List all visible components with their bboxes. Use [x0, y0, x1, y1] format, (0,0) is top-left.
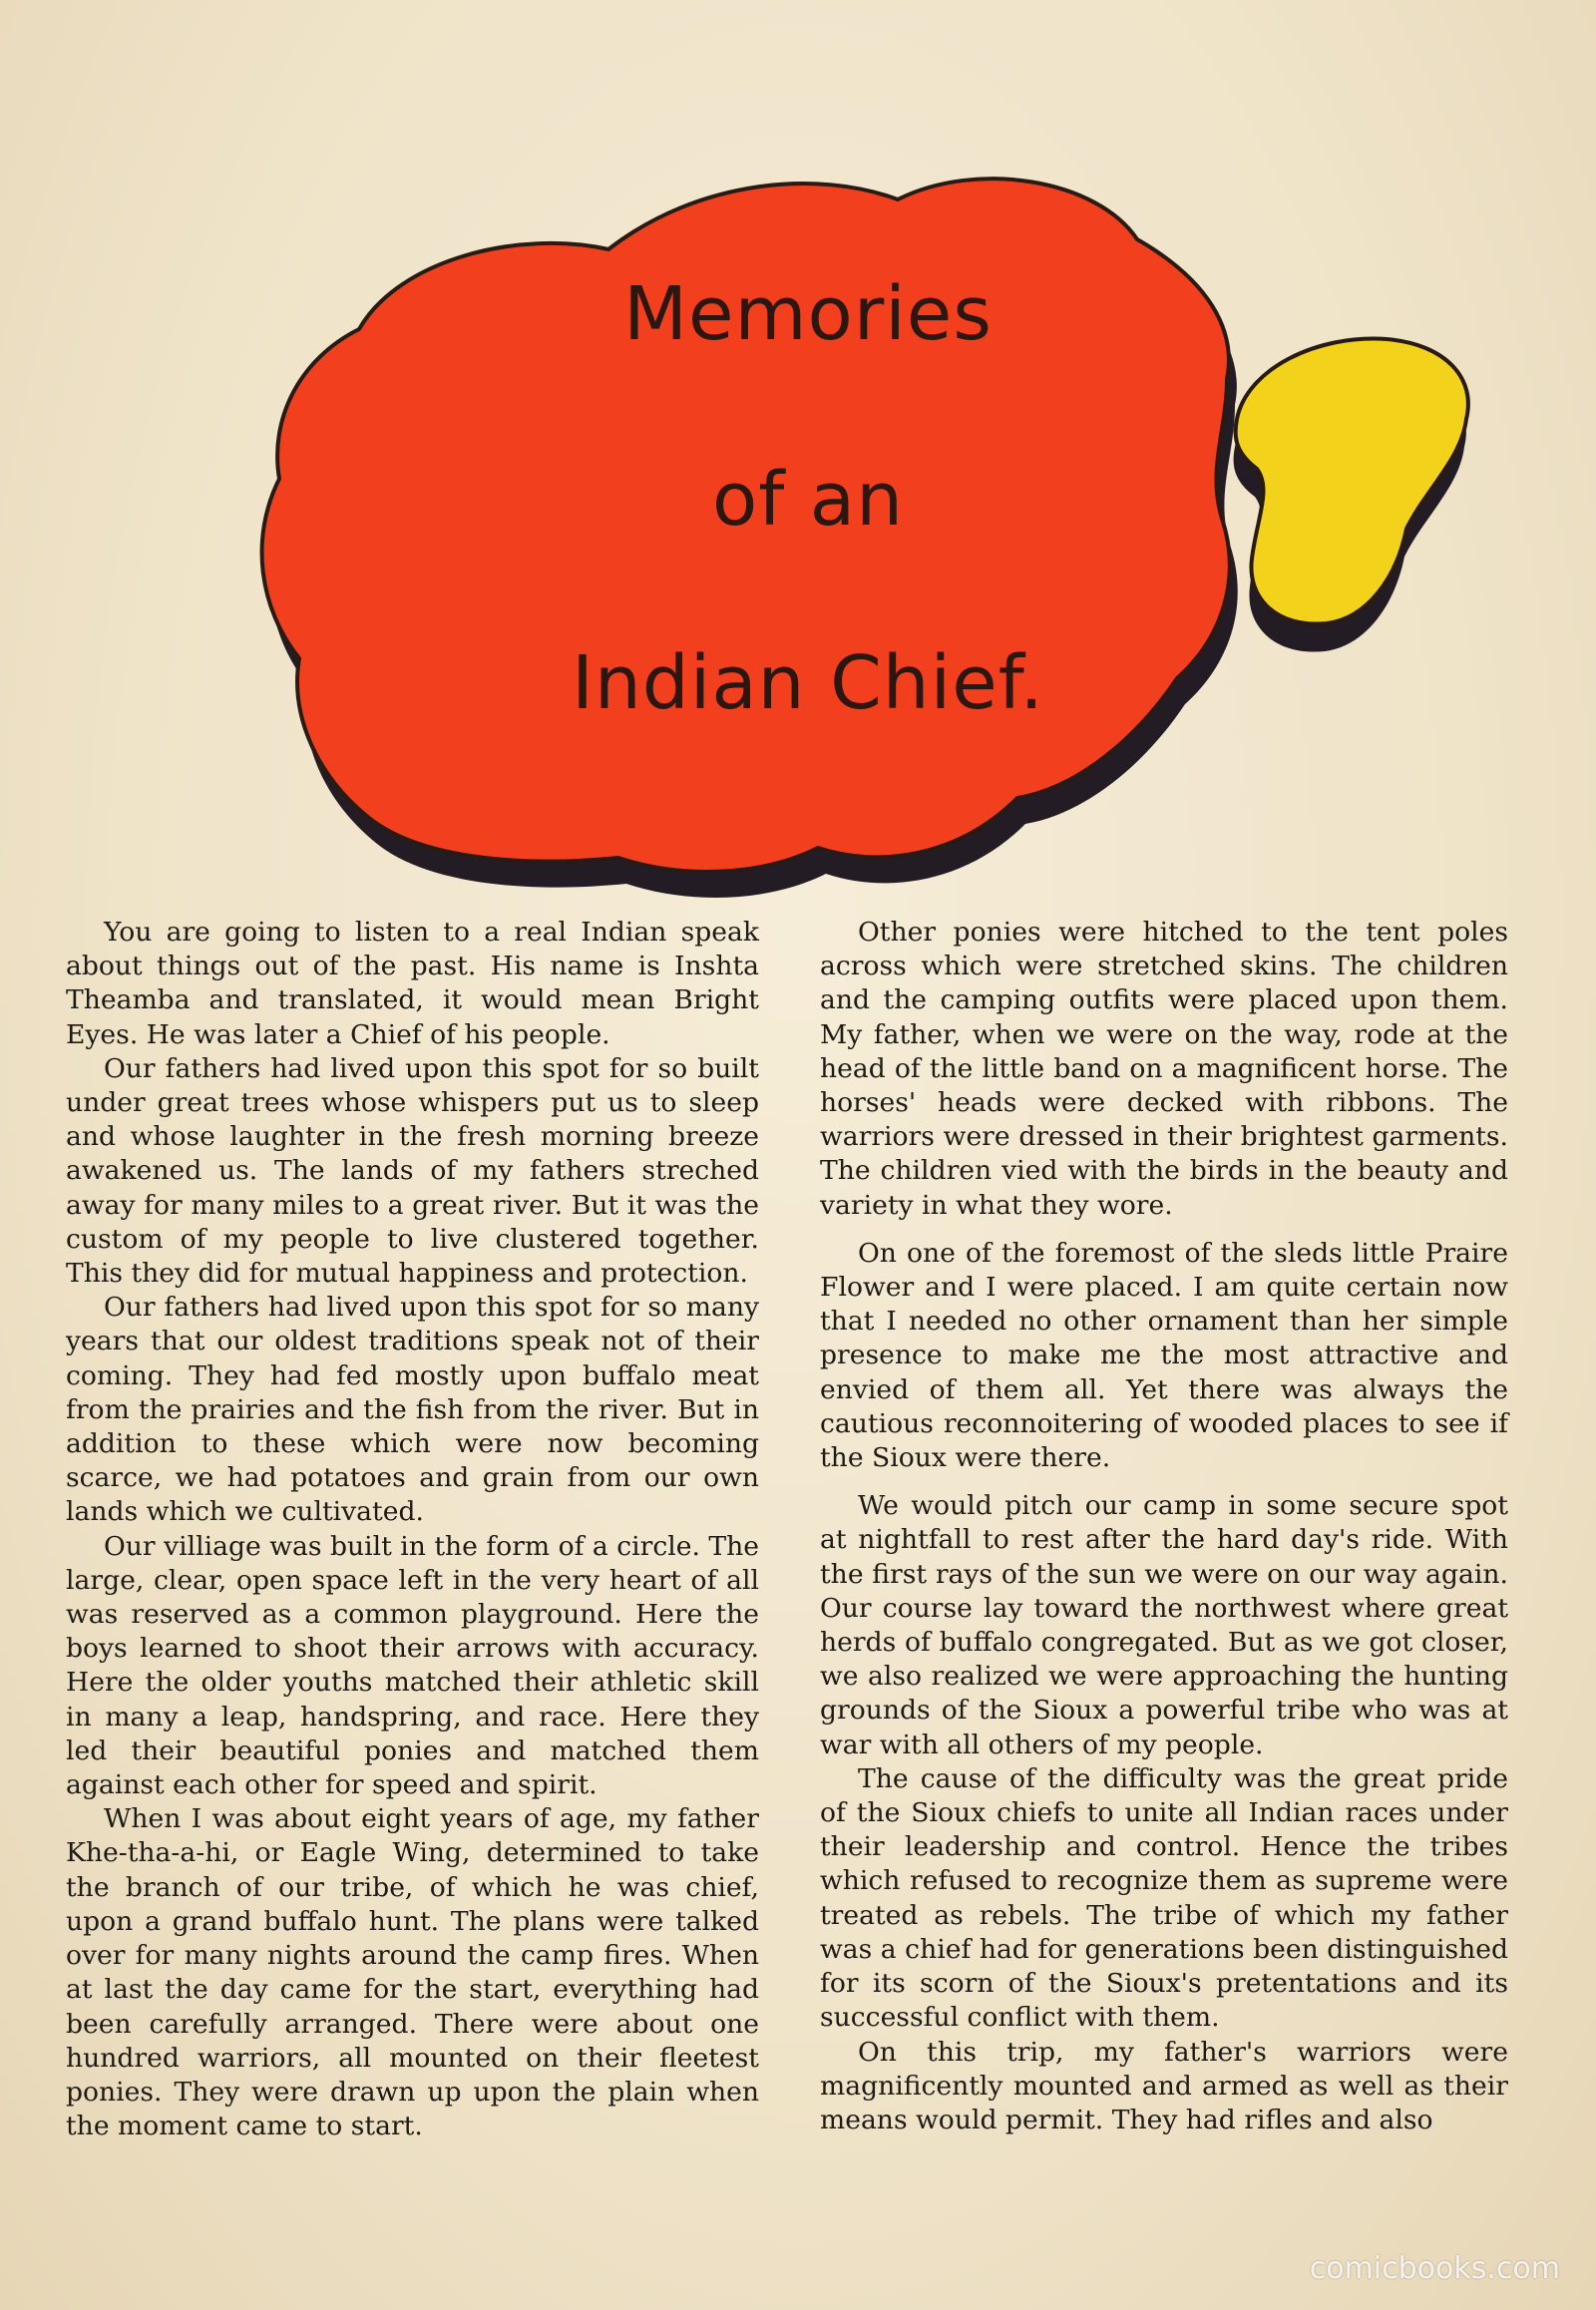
watermark: comicbooks.com	[1309, 2251, 1560, 2286]
left-text-column	[66, 916, 759, 2143]
title-line-3: Indian Chief.	[572, 640, 1044, 726]
title-line-1: Memories	[623, 271, 993, 357]
yellow-blob	[1236, 339, 1468, 624]
left-paragraph-3: Our fathers had lived upon this spot for so many years that our oldest traditions speak not of their coming. They had fed mostly upon buffalo meat from the prairies and the fish from the river. But in addition to these which were now becoming scarce, we had potatoes and grain from our own lands which we cultivated.	[66, 1292, 759, 1528]
left-paragraph-5: When I was about eight years of age, my father Khe-tha-a-hi, or Eagle Wing, determined to take the branch of our tribe, of which he was chief, upon a grand buffalo hunt. The plans were talked over for many nights around the camp fires. When at last the day came for the start, everything had been carefully arranged. There were about one hundred warriors, all mounted on their fleetest ponies. They were drawn up upon the plain when the moment came to start.	[66, 1803, 759, 2142]
right-paragraph-3: We would pitch our camp in some secure spot at nightfall to rest after the hard day's ride. With the first rays of the sun we were on our way again. Our course lay toward the northwest where great herds of buffalo congregated. But as we got closer, we also realized we were approaching the hunting grounds of the Sioux a powerful tribe who was at war with all others of my people.	[820, 1490, 1508, 1760]
title-splash-graphic	[0, 0, 1596, 898]
right-paragraph-1: Other ponies were hitched to the tent poles across which were stretched skins. The children and the camping outfits were placed upon them. My father, when we were on the way, rode at the head of the little band on a magnificent horse. The horses' heads were decked with ribbons. The warriors were dressed in their brightest garments. The children vied with the birds in the beauty and variety in what they wore.	[820, 917, 1508, 1221]
title-line-2: of an	[711, 457, 905, 543]
right-paragraph-2: On one of the foremost of the sleds little Praire Flower and I were placed. I am quite certain now that I needed no other ornament than her simple presence to make me the most attractive and envied of them all. Yet there was always the cautious reconnoitering of wooded places to see if the Sioux were there.	[820, 1237, 1508, 1474]
left-paragraph-2: Our fathers had lived upon this spot for so built under great trees whose whispers put us to sleep and whose laughter in the fresh morning breeze awakened us. The lands of my fathers streched away for many miles to a great river. But it was the custom of my people to live clustered together. This they did for mutual happiness and protection.	[66, 1052, 759, 1290]
left-paragraph-4: Our villiage was built in the form of a circle. The large, clear, open space left in the very heart of all was reserved as a common playground. Here the boys learned to shoot their arrows with accuracy. Here the older youths matched their athletic skill in many a leap, handspring, and race. Here they led their beautiful ponies and matched them against each other for speed and spirit.	[66, 1530, 759, 1801]
right-text-column	[820, 916, 1508, 2137]
left-paragraph-1: You are going to listen to a real Indian speak about things out of the past. His name is Inshta Theamba and translated, it would mean Bright Eyes. He was later a Chief of his people.	[66, 917, 759, 1050]
right-paragraph-5: On this trip, my father's warriors were magnificently mounted and armed as well as their means would permit. They had rifles and also	[820, 2036, 1508, 2135]
right-paragraph-4: The cause of the difficulty was the great pride of the Sioux chiefs to unite all Indian races under their leadership and control. Hence the tribes which refused to recognize them as supreme were treated as rebels. The tribe of which my father was a chief had for generations been distinguished for its scorn of the Sioux's pretentations and its successful conflict with them.	[820, 1762, 1508, 2034]
